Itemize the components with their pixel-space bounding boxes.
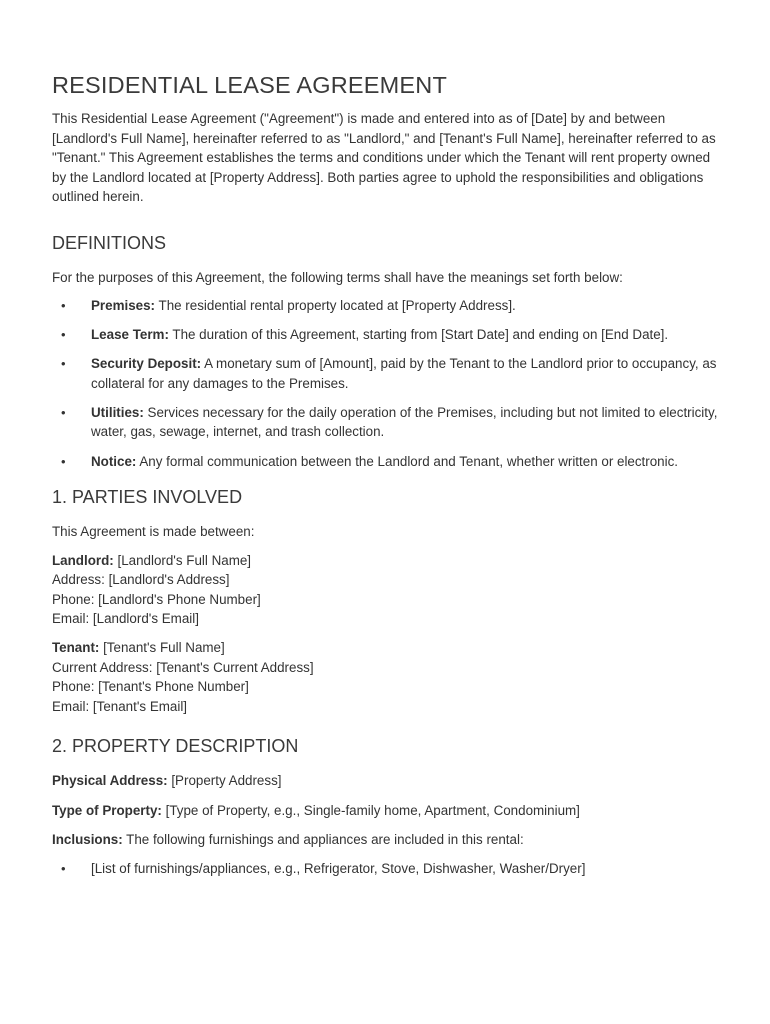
definition-text: Services necessary for the daily operation of the Premises, including but not limited to electricity, water, gas, sewage, internet, and trash collection. (91, 404, 718, 440)
tenant-phone: Phone: [Tenant's Phone Number] (52, 679, 249, 695)
definitions-lead: For the purposes of this Agreement, the following terms shall have the meanings set forth below: (52, 269, 623, 285)
list-item (52, 403, 718, 442)
bullet-icon: • (61, 297, 66, 313)
landlord-name-line (52, 551, 718, 571)
definition-text: The duration of this Agreement, starting from [Start Date] and ending on [End Date]. (168, 326, 669, 342)
document-title: RESIDENTIAL LEASE AGREEMENT (52, 72, 447, 98)
definition-text: Any formal communication between the Landlord and Tenant, whether written or electronic. (136, 453, 679, 469)
property-type-label: Type of Property: (52, 802, 162, 818)
inclusions-label: Inclusions: (52, 831, 123, 847)
parties-lead: This Agreement is made between: (52, 524, 255, 540)
inclusions-value: The following furnishings and appliances are included in this rental: (122, 831, 524, 847)
tenant-address: Current Address: [Tenant's Current Address] (52, 659, 314, 675)
intro-paragraph: This Residential Lease Agreement ("Agreement") is made and entered into as of [Date] by and between [Landlord's Full Name], hereinafter referred to as "Landlord," and [Tenant's Full Name], hereinafter referred to as "Tenant." This Agreement establishes the terms and conditions under which the Tenant will rent property owned by the Landlord located at [Property Address]. Both parties agree to uphold the responsibilities and obligations outlined herein. (52, 111, 716, 205)
physical-address-label: Physical Address: (52, 773, 168, 789)
inclusion-text: [List of furnishings/appliances, e.g., Refrigerator, Stove, Dishwasher, Washer/Dryer] (91, 861, 586, 876)
bullet-icon: • (61, 355, 66, 371)
definition-term: Premises: (91, 297, 156, 313)
definition-term: Notice: (91, 453, 137, 469)
tenant-block (52, 638, 718, 716)
tenant-email: Email: [Tenant's Email] (52, 698, 188, 714)
tenant-label: Tenant: (52, 640, 100, 656)
property-heading: 2. PROPERTY DESCRIPTION (52, 736, 299, 757)
definition-term: Utilities: (91, 404, 144, 420)
landlord-block (52, 551, 718, 629)
definitions-heading: DEFINITIONS (52, 232, 167, 253)
landlord-name: [Landlord's Full Name] (113, 552, 252, 568)
landlord-phone: Phone: [Landlord's Phone Number] (52, 591, 261, 607)
list-item (52, 452, 718, 472)
list-item (52, 296, 718, 316)
definition-text: The residential rental property located at [Property Address]. (155, 297, 516, 313)
inclusions-list (52, 859, 718, 879)
bullet-icon: • (61, 404, 66, 420)
tenant-name: [Tenant's Full Name] (99, 640, 225, 656)
landlord-address: Address: [Landlord's Address] (52, 572, 230, 588)
definition-term: Security Deposit: (91, 355, 202, 371)
property-type-value: [Type of Property, e.g., Single-family home, Apartment, Condominium] (161, 802, 580, 818)
landlord-label: Landlord: (52, 552, 114, 568)
bullet-icon: • (61, 861, 66, 876)
physical-address-line (52, 771, 718, 791)
property-type-line (52, 801, 718, 821)
bullet-icon: • (61, 453, 66, 469)
inclusions-line (52, 830, 718, 850)
bullet-icon: • (61, 326, 66, 342)
list-item (52, 859, 718, 879)
list-item (52, 354, 718, 393)
list-item (52, 325, 718, 345)
definition-text: A monetary sum of [Amount], paid by the Tenant to the Landlord prior to occupancy, as collateral for any damages to the Premises. (91, 355, 717, 391)
parties-heading: 1. PARTIES INVOLVED (52, 487, 243, 508)
definition-term: Lease Term: (91, 326, 169, 342)
definitions-list (52, 296, 718, 472)
physical-address-value: [Property Address] (167, 773, 282, 789)
tenant-name-line (52, 638, 718, 658)
landlord-email: Email: [Landlord's Email] (52, 611, 199, 627)
